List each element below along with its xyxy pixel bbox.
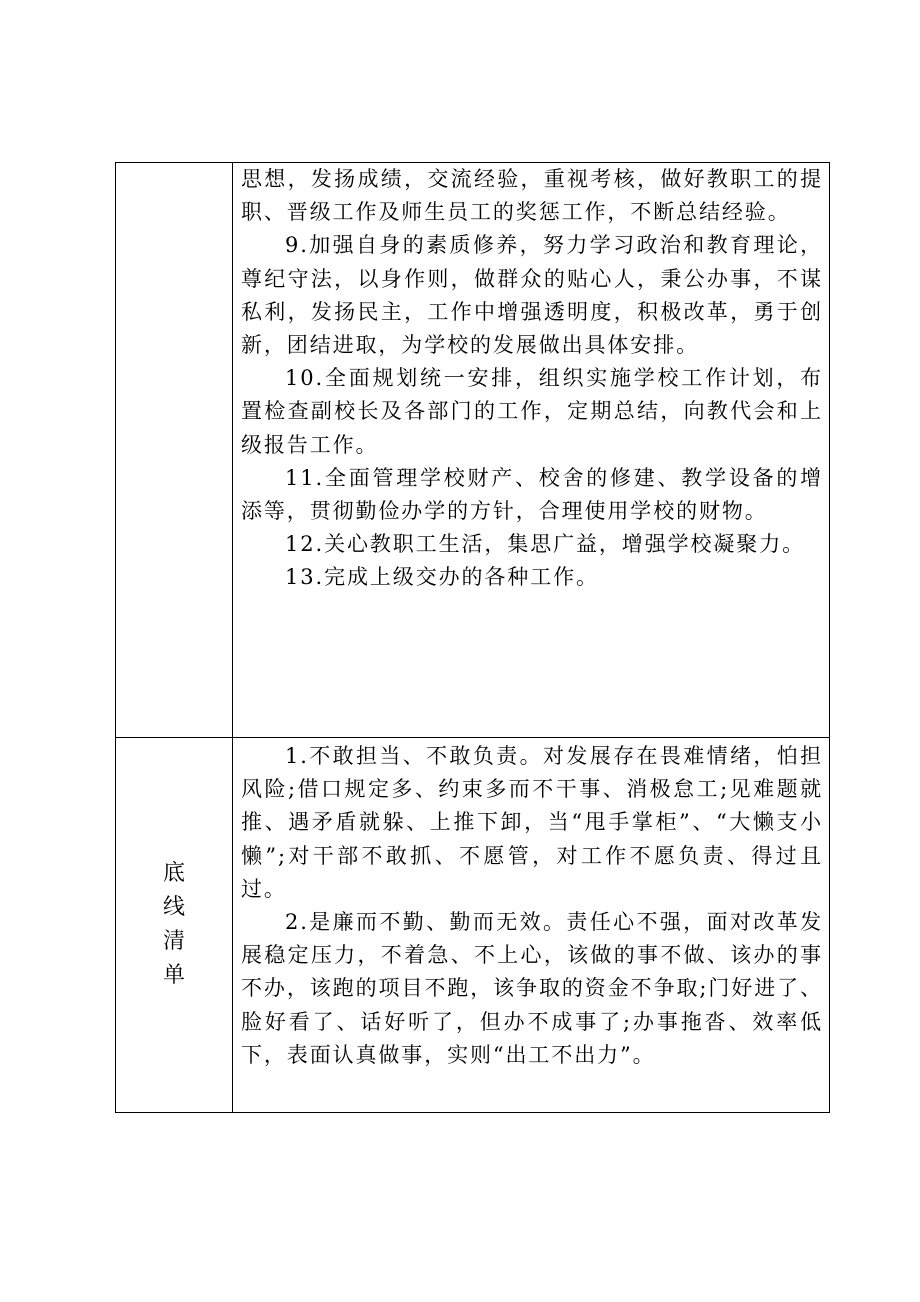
paragraph: 1.不敢担当、不敢负责。对发展存在畏难情绪，怕担风险;借口规定多、约束多而不干事、消极怠工;见难题就推、遇矛盾就躲、上推下卸，当“甩手掌柜”、“大懒支小懒”;对干部不敢抓、不愿管，对工作不愿负责、得过且过。 bbox=[241, 744, 823, 901]
paragraph: 11.全面管理学校财产、校舍的修建、教学设备的增添等，贯彻勤俭办学的方针，合理使用学校的财物。 bbox=[241, 465, 823, 524]
row-label-cell bbox=[116, 738, 233, 1113]
row-content-cell bbox=[233, 738, 830, 1113]
paragraph: 13.完成上级交办的各种工作。 bbox=[285, 565, 599, 590]
table-row bbox=[116, 163, 830, 738]
row-label-bottom-line-list: 底线清单 bbox=[162, 861, 185, 988]
paragraph: 12.关心教职工生活，集思广益，增强学校凝聚力。 bbox=[285, 532, 805, 557]
paragraph: 2.是廉而不勤、勤而无效。责任心不强，面对改革发展稳定压力，不着急、不上心，该做的事不做、该办的事不办，该跑的项目不跑，该争取的资金不争取;门好进了、脸好看了、话好听了，但办不成事了;办事拖沓、效率低下，表面认真做事，实则“出工不出力”。 bbox=[241, 910, 823, 1067]
row-label-cell bbox=[116, 163, 233, 738]
row-content-cell bbox=[233, 163, 830, 738]
paragraph: 思想，发扬成绩，交流经验，重视考核，做好教职工的提职、晋级工作及师生员工的奖惩工作，不断总结经验。 bbox=[241, 167, 823, 225]
paragraph: 10.全面规划统一安排，组织实施学校工作计划，布置检查副校长及各部门的工作，定期总结，向教代会和上级报告工作。 bbox=[241, 366, 823, 457]
table-row bbox=[116, 738, 830, 1113]
duty-table bbox=[115, 162, 830, 1113]
paragraph: 9.加强自身的素质修养，努力学习政治和教育理论，尊纪守法，以身作则，做群众的贴心人，秉公办事，不谋私利，发扬民主，工作中增强透明度，积极改革，勇于创新，团结进取，为学校的发展做出具体安排。 bbox=[241, 233, 823, 358]
